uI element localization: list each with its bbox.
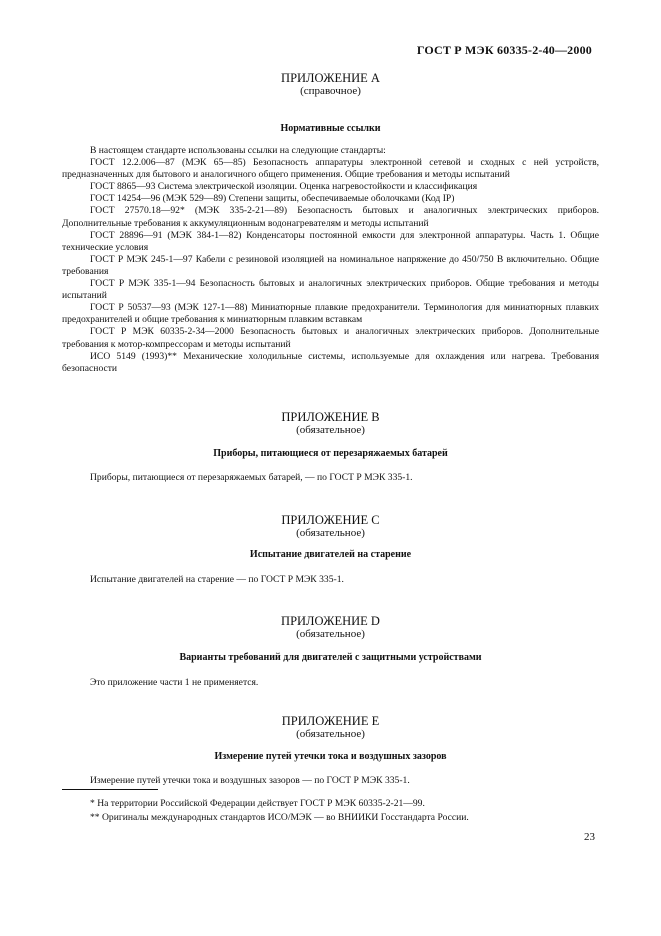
appendix-c-text: Испытание двигателей на старение — по ГОСТ Р МЭК 335-1.	[90, 574, 344, 585]
appendix-b-title-block	[0, 411, 661, 437]
appendix-c-heading: Испытание двигателей на старение	[249, 549, 412, 560]
appendix-b-kind: (обязательное)	[296, 424, 365, 436]
appendix-b-title: ПРИЛОЖЕНИЕ В	[281, 410, 380, 424]
normative-references-list	[62, 145, 599, 375]
reference-paragraph: ГОСТ 27570.18—92* (МЭК 335-2-21—89) Безопасность бытовых и аналогичных электрических приборов. Дополнительные требования к аккумуляционным водонагревателям и методы испытаний	[62, 205, 599, 229]
appendix-d-heading: Варианты требований для двигателей с защитными устройствами	[179, 652, 482, 663]
footnote: ** Оригиналы международных стандартов ИСО/МЭК — во ВНИИКИ Госстандарта России.	[90, 811, 469, 823]
appendix-c-title: ПРИЛОЖЕНИЕ С	[281, 513, 380, 527]
appendix-b-text: Приборы, питающиеся от перезаряжаемых батарей, — по ГОСТ Р МЭК 335-1.	[90, 472, 413, 483]
appendix-b-heading: Приборы, питающиеся от перезаряжаемых батарей	[213, 448, 448, 459]
appendix-a-heading: Нормативные ссылки	[280, 123, 381, 134]
reference-paragraph: ИСО 5149 (1993)** Механические холодильные системы, используемые для охлаждения или нагрева. Требования безопасности	[62, 350, 599, 374]
reference-paragraph: В настоящем стандарте использованы ссылки на следующие стандарты:	[90, 145, 386, 156]
appendix-e-title-block	[0, 715, 661, 741]
footnote: * На территории Российской Федерации действует ГОСТ Р МЭК 60335-2-21—99.	[90, 798, 425, 809]
footnotes	[62, 797, 602, 824]
reference-paragraph: ГОСТ 8865—93 Система электрической изоляции. Оценка нагревостойкости и классификация	[90, 181, 478, 193]
reference-paragraph: ГОСТ Р МЭК 335-1—94 Безопасность бытовых и аналогичных электрических приборов. Общие требования и методы испытаний	[62, 278, 599, 302]
document-id: ГОСТ Р МЭК 60335-2-40—2000	[416, 43, 592, 57]
appendix-d-kind: (обязательное)	[296, 628, 365, 640]
reference-paragraph: ГОСТ Р 50537—93 (МЭК 127-1—88) Миниатюрные плавкие предохранители. Терминология для миниатюрных плавких предохранителей и общие требования к миниатюрным плавким вставкам	[62, 302, 599, 326]
appendix-c-title-block	[0, 514, 661, 540]
reference-paragraph: ГОСТ 28896—91 (МЭК 384-1—82) Конденсаторы постоянной емкости для электронной аппаратуры. Часть 1. Общие технические условия	[62, 229, 599, 253]
appendix-a-kind: (справочное)	[300, 85, 361, 97]
reference-paragraph: ГОСТ Р МЭК 60335-2-34—2000 Безопасность бытовых и аналогичных электрических приборов. Дополнительные требования к мотор-компрессорам и методы испытаний	[62, 326, 599, 350]
appendix-e-title: ПРИЛОЖЕНИЕ Е	[281, 714, 380, 728]
page-number: 23	[584, 831, 595, 843]
appendix-e-heading: Измерение путей утечки тока и воздушных зазоров	[214, 751, 447, 762]
appendix-d-title-block	[0, 615, 661, 641]
footnote-separator	[62, 789, 158, 790]
appendix-e-text: Измерение путей утечки тока и воздушных зазоров — по ГОСТ Р МЭК 335-1.	[90, 775, 410, 786]
appendix-c-kind: (обязательное)	[296, 527, 365, 539]
appendix-d-text: Это приложение части 1 не применяется.	[90, 677, 259, 688]
appendix-e-kind: (обязательное)	[296, 728, 365, 740]
appendix-a-title: ПРИЛОЖЕНИЕ А	[281, 71, 380, 85]
reference-paragraph: ГОСТ Р МЭК 245-1—97 Кабели с резиновой изоляцией на номинальное напряжение до 450/750 В включительно. Общие требования	[62, 253, 599, 277]
reference-paragraph: ГОСТ 14254—96 (МЭК 529—89) Степени защиты, обеспечиваемые оболочками (Код IP)	[90, 193, 455, 205]
appendix-d-title: ПРИЛОЖЕНИЕ D	[281, 614, 380, 628]
appendix-a-title-block	[0, 72, 661, 98]
reference-paragraph: ГОСТ 12.2.006—87 (МЭК 65—85) Безопасность аппаратуры электронной сетевой и сходных с ней устройств, предназначенных для бытового и аналогичного общего применения. Общие требования и методы испытаний	[62, 157, 599, 181]
